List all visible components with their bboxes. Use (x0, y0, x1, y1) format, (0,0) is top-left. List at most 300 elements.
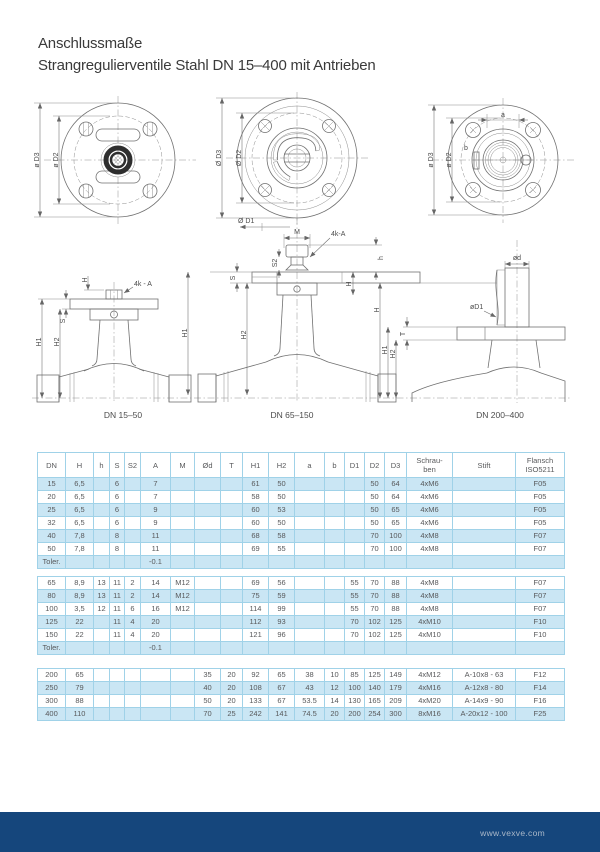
table-cell (345, 478, 365, 491)
table-cell (345, 504, 365, 517)
screw-icon (79, 184, 93, 198)
screw-icon (143, 184, 157, 198)
table-cell (295, 504, 325, 517)
title-line-1: Anschlussmaße (38, 35, 143, 52)
table-cell: F07 (516, 590, 565, 603)
table-cell: 4xM6 (407, 517, 453, 530)
table-cell: F07 (516, 543, 565, 556)
dim-label-h: H (346, 281, 353, 287)
table-cell: 43 (295, 682, 325, 695)
table-cell (125, 669, 141, 682)
column-header: h (94, 453, 110, 478)
table-cell: 64 (385, 478, 407, 491)
table-row (38, 530, 565, 543)
table-row (38, 491, 565, 504)
table-cell (221, 616, 243, 629)
table-cell: 179 (385, 682, 407, 695)
table-cell (110, 682, 125, 695)
table-cell (66, 556, 94, 569)
table-cell: 108 (243, 682, 269, 695)
table-cell: 14 (325, 695, 345, 708)
table-row (38, 543, 565, 556)
table-row (38, 603, 565, 616)
table-cell (94, 491, 110, 504)
table-cell: 60 (243, 504, 269, 517)
table-cell (171, 517, 195, 530)
dim-label-h1: H1 (182, 328, 189, 338)
table-cell: 150 (38, 629, 66, 642)
table-cell (195, 603, 221, 616)
table-cell (195, 491, 221, 504)
table-cell: A-14x9 - 90 (453, 695, 516, 708)
table-cell: 125 (385, 616, 407, 629)
table-cell: 11 (110, 603, 125, 616)
table-cell (110, 669, 125, 682)
column-header: a (295, 453, 325, 478)
table-cell: 7 (141, 478, 171, 491)
table-cell: 9 (141, 504, 171, 517)
table-cell: 80 (38, 590, 66, 603)
column-header: S2 (125, 453, 141, 478)
table-cell (125, 556, 141, 569)
table-cell: 2 (125, 590, 141, 603)
table-cell: F07 (516, 577, 565, 590)
table-row (38, 629, 565, 642)
table-cell: 70 (195, 708, 221, 721)
table-cell: 102 (365, 629, 385, 642)
table-cell (269, 556, 295, 569)
table-cell: 74.5 (295, 708, 325, 721)
table-cell: 4xM12 (407, 669, 453, 682)
drawing-caption: DN 200–400 (476, 410, 524, 420)
table-cell: 4xM8 (407, 530, 453, 543)
dimension-table (37, 452, 564, 721)
table-cell: 85 (345, 669, 365, 682)
table-cell (195, 616, 221, 629)
table-cell: 58 (243, 491, 269, 504)
table-cell (94, 543, 110, 556)
table-cell (295, 556, 325, 569)
table-cell (94, 669, 110, 682)
column-header: M (171, 453, 195, 478)
table-cell (243, 642, 269, 655)
table-cell (453, 577, 516, 590)
table-cell (295, 616, 325, 629)
table-cell: 20 (325, 708, 345, 721)
table-cell: 140 (365, 682, 385, 695)
table-cell (325, 478, 345, 491)
table-cell (295, 478, 325, 491)
table-cell (171, 543, 195, 556)
table-cell: 50 (365, 504, 385, 517)
table-cell: 14 (141, 577, 171, 590)
table-cell: F12 (516, 669, 565, 682)
table-cell: 130 (345, 695, 365, 708)
table-cell (345, 517, 365, 530)
table-cell (125, 530, 141, 543)
table-cell (325, 517, 345, 530)
bolt-hole-icon (526, 123, 541, 138)
dim-label-h2: H2 (54, 337, 61, 347)
table-cell: 11 (141, 530, 171, 543)
table-cell: 9 (141, 517, 171, 530)
table-cell: -0.1 (141, 642, 171, 655)
column-header: Schrau- ben (407, 453, 453, 478)
table-cell: 11 (110, 629, 125, 642)
table-cell (453, 478, 516, 491)
table-cell: 70 (365, 603, 385, 616)
table-cell: F25 (516, 708, 565, 721)
table-cell (195, 478, 221, 491)
table-cell: 58 (269, 530, 295, 543)
table-cell: 88 (66, 695, 94, 708)
table-cell (453, 629, 516, 642)
table-cell: 100 (38, 603, 66, 616)
dim-label-s: S (60, 318, 67, 324)
table-cell (295, 603, 325, 616)
dim-label-d1: øD1 (470, 304, 484, 311)
table-cell (325, 504, 345, 517)
table-cell: 88 (385, 590, 407, 603)
bolt-hole-icon (466, 123, 481, 138)
table-cell: 79 (66, 682, 94, 695)
table-cell (453, 517, 516, 530)
table-cell: 20 (141, 616, 171, 629)
table-cell (325, 629, 345, 642)
table-cell: 25 (221, 708, 243, 721)
table-cell (221, 629, 243, 642)
table-cell (295, 517, 325, 530)
screw-icon (259, 120, 272, 133)
table-cell (171, 556, 195, 569)
table-cell: 149 (385, 669, 407, 682)
table-cell (269, 642, 295, 655)
table-cell: 100 (345, 682, 365, 695)
table-cell: 125 (38, 616, 66, 629)
table-cell: 4xM10 (407, 629, 453, 642)
table-cell: 141 (269, 708, 295, 721)
table-cell: 400 (38, 708, 66, 721)
table-cell: 88 (385, 577, 407, 590)
table-cell (94, 556, 110, 569)
table-row (38, 669, 565, 682)
table-cell (110, 695, 125, 708)
table-cell: 60 (243, 517, 269, 530)
table-cell: A-10x8 - 63 (453, 669, 516, 682)
table-cell (453, 590, 516, 603)
side-view-dn200-400 (374, 240, 565, 420)
table-cell: A-12x8 - 80 (453, 682, 516, 695)
table-cell (385, 642, 407, 655)
table-cell: 38 (295, 669, 325, 682)
table-cell (345, 543, 365, 556)
table-cell: 13 (94, 590, 110, 603)
table-cell: 40 (38, 530, 66, 543)
table-cell: 68 (243, 530, 269, 543)
table-cell: 4xM20 (407, 695, 453, 708)
table-cell (94, 530, 110, 543)
table-cell: 65 (66, 669, 94, 682)
screw-icon (79, 122, 93, 136)
dim-label-od: ød (512, 255, 522, 262)
table-cell (221, 517, 243, 530)
table-cell: 8,9 (66, 590, 94, 603)
table-cell: F05 (516, 478, 565, 491)
table-cell (110, 708, 125, 721)
table-cell (221, 642, 243, 655)
table-cell: 6,5 (66, 478, 94, 491)
mounting-plate (457, 327, 565, 340)
table-cell: F10 (516, 629, 565, 642)
bolt-hole-icon (526, 183, 541, 198)
table-cell (94, 629, 110, 642)
table-cell (221, 491, 243, 504)
table-cell: 6 (110, 491, 125, 504)
screw-icon (259, 184, 272, 197)
table-cell: 93 (269, 616, 295, 629)
table-cell: 50 (365, 478, 385, 491)
dim-label-m: M (294, 229, 300, 236)
table-cell (385, 556, 407, 569)
table-cell: 8 (110, 543, 125, 556)
column-header: b (325, 453, 345, 478)
table-cell (295, 491, 325, 504)
table-cell (453, 556, 516, 569)
side-view-dn65-150 (182, 218, 420, 420)
table-cell (453, 530, 516, 543)
table-cell (195, 543, 221, 556)
table-cell: 3,5 (66, 603, 94, 616)
square-callout-label: 4k-A (331, 231, 346, 238)
table-cell (365, 642, 385, 655)
table-cell: 114 (243, 603, 269, 616)
table-cell: 70 (345, 629, 365, 642)
top-view-dn15-50 (34, 96, 196, 224)
table-cell (345, 530, 365, 543)
table-cell: 15 (38, 478, 66, 491)
table-cell: 50 (269, 478, 295, 491)
table-cell (141, 708, 171, 721)
table-cell (171, 491, 195, 504)
table-cell: 102 (365, 616, 385, 629)
dim-label-h: H (82, 277, 89, 283)
table-cell: 8,9 (66, 577, 94, 590)
table-block-2 (37, 576, 565, 655)
dim-label-d2: Ø D2 (236, 149, 243, 167)
table-cell: 6,5 (66, 517, 94, 530)
table-cell: 4 (125, 629, 141, 642)
table-cell (325, 642, 345, 655)
table-cell: 99 (269, 603, 295, 616)
table-cell (171, 629, 195, 642)
table-cell (325, 491, 345, 504)
table-cell (243, 556, 269, 569)
table-cell (171, 530, 195, 543)
dim-label-a: a (501, 112, 505, 119)
table-cell (325, 603, 345, 616)
table-cell (125, 682, 141, 695)
table-cell (325, 577, 345, 590)
table-cell (171, 642, 195, 655)
table-cell: A-20x12 - 100 (453, 708, 516, 721)
table-cell (110, 642, 125, 655)
table-cell: 65 (38, 577, 66, 590)
table-cell: 250 (38, 682, 66, 695)
table-cell: 13 (94, 577, 110, 590)
table-cell: 65 (269, 669, 295, 682)
table-cell: 209 (385, 695, 407, 708)
table-cell: 200 (345, 708, 365, 721)
table-cell (125, 517, 141, 530)
drawing-caption: DN 15–50 (103, 410, 143, 420)
table-cell: 8 (110, 530, 125, 543)
table-cell (325, 590, 345, 603)
table-cell: 92 (243, 669, 269, 682)
table-cell (295, 543, 325, 556)
table-cell: 254 (365, 708, 385, 721)
table-cell (325, 616, 345, 629)
dim-label-d3: ø D3 (34, 152, 41, 168)
table-cell: 50 (38, 543, 66, 556)
dim-label-d1: Ø D1 (238, 218, 255, 225)
table-cell (345, 642, 365, 655)
column-header: Stift (453, 453, 516, 478)
table-cell (221, 504, 243, 517)
screw-icon (323, 120, 336, 133)
table-cell (171, 669, 195, 682)
table-cell: 70 (365, 530, 385, 543)
table-cell: 70 (365, 577, 385, 590)
table-cell (516, 556, 565, 569)
dim-label-h1: H1 (36, 337, 43, 347)
table-cell (295, 577, 325, 590)
table-cell: 50 (195, 695, 221, 708)
table-cell (171, 504, 195, 517)
table-cell: 20 (221, 669, 243, 682)
table-cell: 22 (66, 629, 94, 642)
table-cell: 32 (38, 517, 66, 530)
table-cell (453, 543, 516, 556)
table-cell (295, 530, 325, 543)
dim-label-t: T (400, 331, 407, 337)
table-cell: 53 (269, 504, 295, 517)
table-cell (453, 616, 516, 629)
table-cell: 6 (125, 603, 141, 616)
table-cell: 55 (345, 603, 365, 616)
column-header: H (66, 453, 94, 478)
table-cell (125, 543, 141, 556)
table-cell: -0.1 (141, 556, 171, 569)
table-cell: 200 (38, 669, 66, 682)
table-row (38, 556, 565, 569)
square-callout-label: 4k - A (134, 281, 152, 288)
table-cell (94, 504, 110, 517)
table-cell: 242 (243, 708, 269, 721)
table-cell (94, 708, 110, 721)
table-cell: 50 (269, 491, 295, 504)
table-cell: F14 (516, 682, 565, 695)
table-cell: 10 (325, 669, 345, 682)
table-cell: 300 (38, 695, 66, 708)
column-header: Flansch ISO5211 (516, 453, 565, 478)
table-cell: 110 (66, 708, 94, 721)
table-cell: 125 (365, 669, 385, 682)
table-cell: 50 (365, 517, 385, 530)
table-cell: 165 (365, 695, 385, 708)
table-cell (221, 590, 243, 603)
table-cell (125, 504, 141, 517)
table-cell: M12 (171, 590, 195, 603)
table-cell: 6,5 (66, 504, 94, 517)
top-view-dn200-400 (428, 98, 576, 223)
table-cell: 125 (385, 629, 407, 642)
table-cell: 4xM10 (407, 616, 453, 629)
table-cell (195, 517, 221, 530)
table-cell (195, 504, 221, 517)
table-cell (195, 556, 221, 569)
technical-drawings (0, 90, 600, 425)
table-cell: Toler. (38, 642, 66, 655)
table-cell: 121 (243, 629, 269, 642)
table-cell: 11 (110, 577, 125, 590)
table-row (38, 695, 565, 708)
table-cell: 53.5 (295, 695, 325, 708)
table-cell (171, 682, 195, 695)
table-cell: 6,5 (66, 491, 94, 504)
table-row (38, 708, 565, 721)
table-cell: 59 (269, 590, 295, 603)
dim-label-d3: ø D3 (428, 152, 435, 168)
table-cell: 12 (94, 603, 110, 616)
table-cell: 12 (325, 682, 345, 695)
side-view-dn15-50 (36, 276, 191, 420)
table-cell (295, 642, 325, 655)
table-cell: 100 (385, 530, 407, 543)
table-cell: 35 (195, 669, 221, 682)
table-cell (171, 616, 195, 629)
table-row (38, 517, 565, 530)
table-cell (110, 556, 125, 569)
dim-label-d3: Ø D3 (216, 149, 223, 167)
table-cell: 6 (110, 478, 125, 491)
table-cell (171, 708, 195, 721)
table-cell (94, 616, 110, 629)
table-cell (325, 543, 345, 556)
table-cell: F07 (516, 603, 565, 616)
table-cell: 65 (385, 504, 407, 517)
table-row (38, 478, 565, 491)
dim-label-h: H (374, 307, 381, 313)
table-cell: 55 (345, 577, 365, 590)
dim-label-h2: H2 (390, 349, 397, 359)
table-cell: 4xM8 (407, 543, 453, 556)
table-cell: 20 (221, 695, 243, 708)
table-cell: 70 (345, 616, 365, 629)
table-cell: 64 (385, 491, 407, 504)
table-cell: 67 (269, 695, 295, 708)
table-row (38, 590, 565, 603)
footer-url[interactable]: www.vexve.com (480, 828, 545, 838)
table-cell: 4xM6 (407, 478, 453, 491)
table-cell: 25 (38, 504, 66, 517)
table-cell (295, 590, 325, 603)
table-cell: 4xM8 (407, 577, 453, 590)
table-cell: 56 (269, 577, 295, 590)
table-cell (453, 491, 516, 504)
column-header: S (110, 453, 125, 478)
table-cell (345, 556, 365, 569)
table-cell: 11 (141, 543, 171, 556)
